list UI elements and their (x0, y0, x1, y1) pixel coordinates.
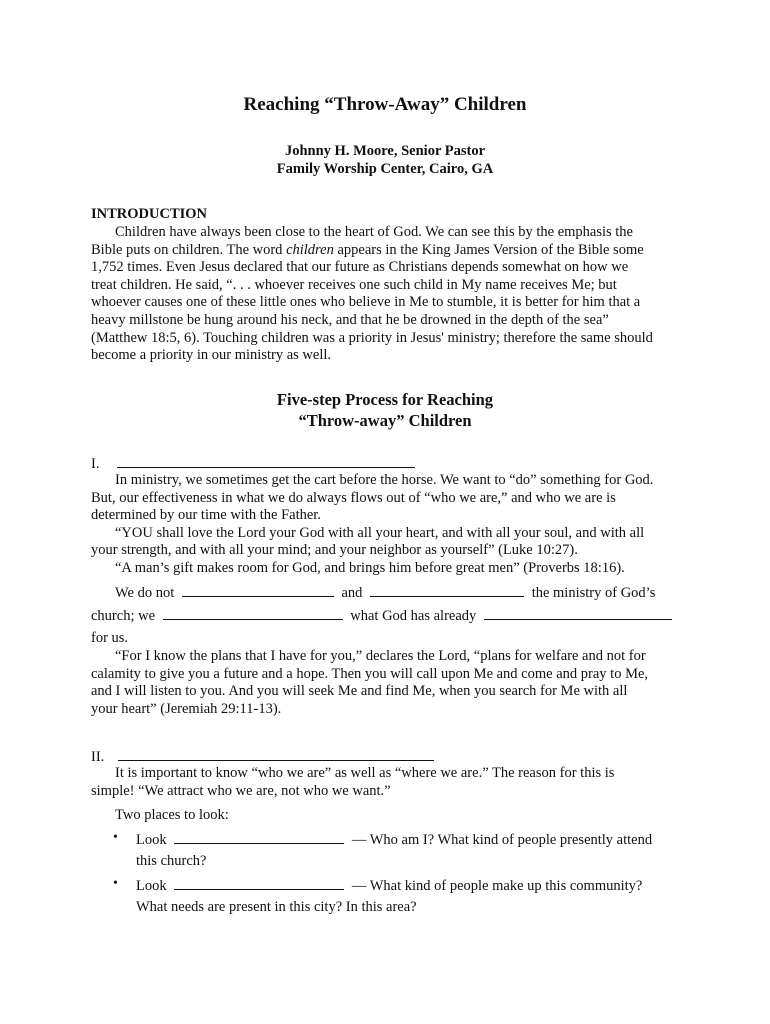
fill-blank[interactable] (182, 583, 334, 597)
section-two-title-blank[interactable] (118, 747, 434, 761)
bullet-item-continued: What needs are present in this city? In this area? (136, 899, 417, 915)
paragraph-line: Children have always been close to the heart of God. We can see this by the emphasis the (115, 224, 633, 240)
fill-blank[interactable] (163, 606, 343, 620)
paragraph-line: treat children. He said, “. . . whoever receives one such child in My name receives Me; but (91, 276, 617, 293)
roman-numeral: I. (91, 456, 100, 472)
section-two-label (91, 747, 434, 766)
section-one-title-blank[interactable] (117, 454, 415, 468)
paragraph-line: “A man’s gift makes room for God, and brings him before great men” (Proverbs 18:16). (115, 559, 625, 576)
paragraph-line: become a priority in our ministry as well. (91, 347, 332, 364)
fill-in-line (115, 583, 655, 602)
fill-blank[interactable] (174, 876, 344, 890)
author-block (0, 142, 770, 178)
paragraph-line: “For I know the plans that I have for you,” declares the Lord, “plans for welfare and not for (115, 648, 646, 664)
text-run: Look (136, 878, 167, 894)
paragraph-line: determined by our time with the Father. (91, 507, 321, 524)
introduction-heading: INTRODUCTION (91, 206, 208, 222)
paragraph-line: your heart” (Jeremiah 29:11-13). (91, 700, 282, 717)
paragraph-line: But, our effectiveness in what we do always flows out of “who we are,” and who we are is (91, 489, 616, 506)
paragraph-line: and I will listen to you. And you will seek Me and find Me, when you search for Me with all (91, 683, 628, 700)
text-run: We do not (115, 585, 175, 601)
text-run: church; we (91, 608, 156, 624)
bullet-item (136, 830, 652, 849)
text-run: — What kind of people make up this community? (351, 878, 643, 894)
bullet-icon: • (113, 876, 118, 891)
fill-blank[interactable] (174, 830, 344, 844)
paragraph-line (91, 242, 681, 260)
process-heading-line: Five-step Process for Reaching (276, 390, 494, 409)
section-one-paragraph (91, 472, 681, 578)
fill-in-line (91, 606, 676, 625)
paragraph-line: whoever causes one of these little ones who believe in Me to stumble, it is better for him that a (91, 294, 641, 311)
fill-in-line-end: for us. (91, 630, 129, 646)
section-one-label (91, 454, 415, 473)
author-church: Family Worship Center, Cairo, GA (276, 161, 494, 177)
paragraph-line: your strength, and with all your mind; and your neighbor as yourself” (Luke 10:27). (91, 542, 578, 559)
text-run: what God has already (350, 608, 477, 624)
document-title: Reaching “Throw-Away” Children (243, 94, 527, 115)
paragraph-line: 1,752 times. Even Jesus declared that our future as Christians depends somewhat on how we (91, 259, 629, 276)
section-two-paragraph (91, 765, 681, 800)
bullet-icon: • (113, 830, 118, 845)
introduction-paragraph (91, 224, 681, 365)
author-name: Johnny H. Moore, Senior Pastor (284, 143, 486, 159)
paragraph-line: simple! “We attract who we are, not who we want.” (91, 782, 391, 799)
paragraph-line: heavy millstone be hung around his neck, and that he be drowned in the depth of the sea” (91, 311, 609, 328)
text-run: the ministry of God’s (531, 585, 656, 601)
paragraph-line: (Matthew 18:5, 6). Touching children was a priority in Jesus' ministry; therefore the same should (91, 329, 653, 346)
text-run: Look (136, 832, 167, 848)
roman-numeral: II. (91, 749, 105, 765)
process-heading-line: “Throw-away” Children (298, 411, 472, 430)
process-heading (0, 389, 770, 431)
paragraph-line: “YOU shall love the Lord your God with all your heart, and with all your soul, and with all (115, 524, 645, 541)
fill-blank[interactable] (484, 606, 672, 620)
paragraph-line: It is important to know “who we are” as well as “where we are.” The reason for this is (115, 765, 615, 781)
jeremiah-paragraph (91, 648, 681, 718)
fill-blank[interactable] (370, 583, 524, 597)
text-run: Bible puts on children. The word (91, 241, 287, 258)
bullet-item (136, 876, 642, 895)
text-run: — Who am I? What kind of people presently attend (351, 832, 653, 848)
paragraph-line: calamity to give you a future and a hope. Then you will call upon Me and come and pray to Me, (91, 665, 649, 682)
bullet-item-continued: this church? (136, 853, 207, 869)
emphasis-text: children (286, 241, 334, 258)
paragraph-line: In ministry, we sometimes get the cart before the horse. We want to “do” something for God. (115, 472, 654, 488)
text-run: and (341, 585, 363, 601)
text-run: appears in the King James Version of the Bible some (333, 241, 644, 258)
places-label: Two places to look: (115, 807, 229, 823)
